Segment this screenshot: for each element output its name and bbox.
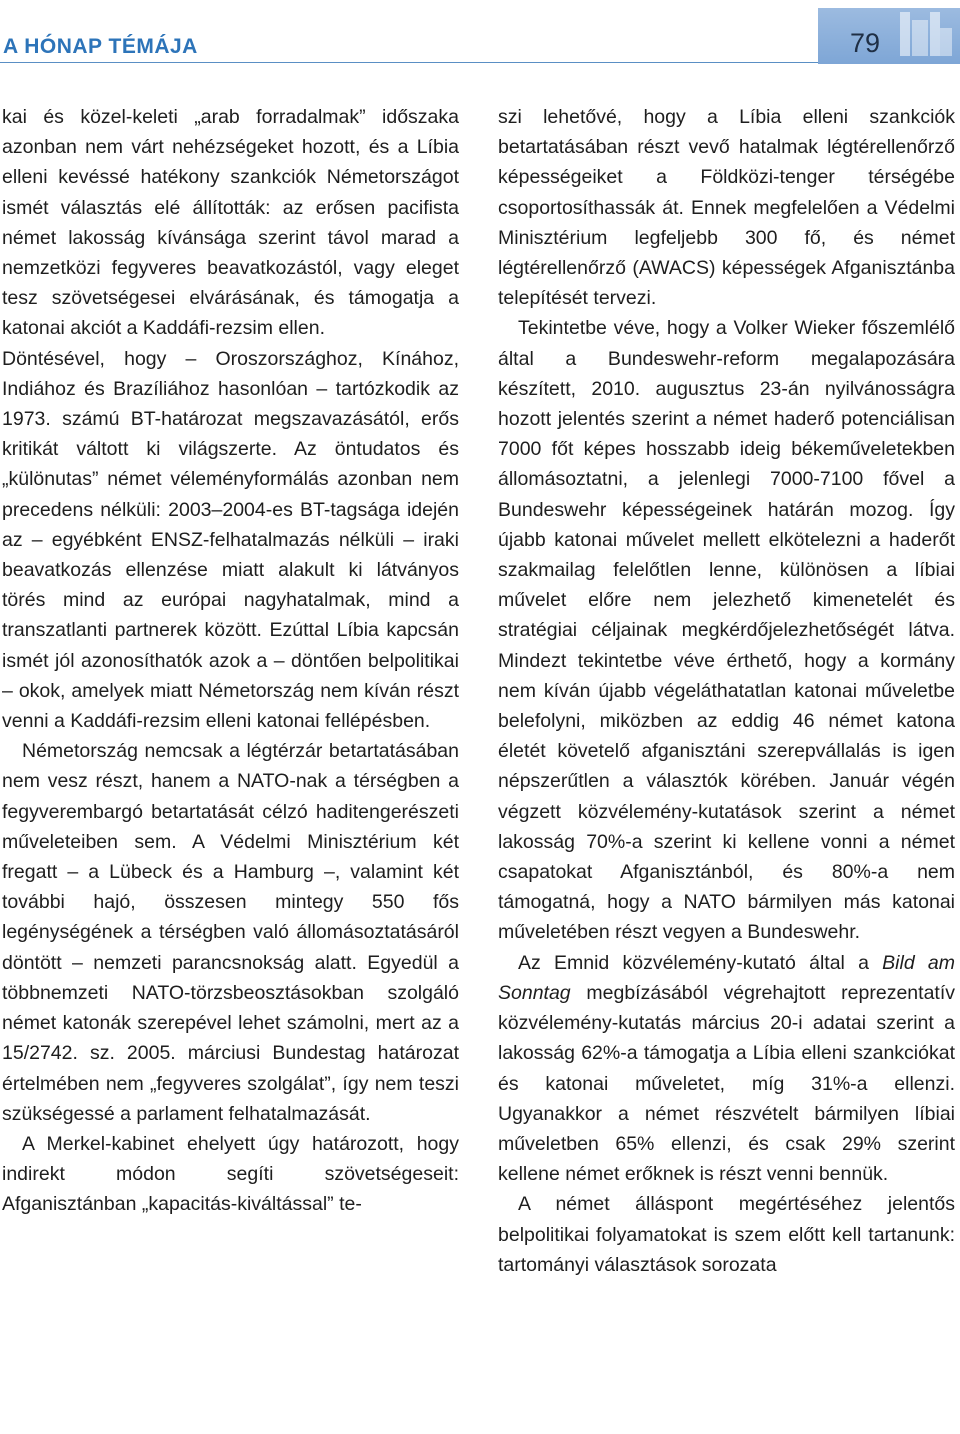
paragraph: Tekintetbe véve, hogy a Volker Wieker főszemlélő által a Bundeswehr-reform megalapozására készített, 2010. augusztus 23-án nyilvánosságra hozott jelentés szerint a német haderő potenciálisan 7000 főt képes hosszabb ideig békeműveletekben állomásoztatni, a jelenlegi 7000-7100 fővel a Bundeswehr képességeinek határán mozog. Így újabb katonai művelet mellett elkötelezni a haderőt szakmailag felelőtlen lenne, különösen a líbiai művelet előre nem jelezhető kimenetelét és stratégiai céljainak megkérdőjelezhetőségét látva. Mindezt tekintetbe véve érthető, hogy a kormány nem kíván újabb végeláthatatlan katonai műveletbe belefolyni, miközben az eddig 46 német katona életét követelő afganisztáni szerepvállalás is igen népszerűtlen a választók körében. Január végén végzett közvélemény-kutatások szerint a német lakosság 70%-a szerint ki kellene vonni a német csapatokat Afganisztánból, és 80%-a nem támogatná, hogy a NATO bármilyen más katonai műveletében részt vegyen a Bundeswehr.	[498, 317, 955, 944]
paragraph: Németország nemcsak a légtérzár betartatásában nem vesz részt, hanem a NATO-nak a térségben a fegyverembargó betartatását célzó haditengerészeti műveleteiben sem. A Védelmi Minisztérium két fregatt – a Lübeck és a Hamburg –, valamint két további hajó, összesen mintegy 550 fős legénységének a térségben való állomásoztatásáról döntött – nemzeti parancsnokság alatt. Egyedül a többnemzeti NATO-törzsbeosztásokban szolgáló német katonák szerepével lehet számolni, mert az a 15/2742. sz. 2005. márciusi Bundestag határozat értelmében nem „fegyveres szolgálat”, így nem teszi szükségessé a parlament felhatalmazását.	[2, 740, 459, 1125]
paragraph-text: Az Emnid közvélemény-kutató által a	[518, 951, 883, 974]
paragraph: A Merkel-kabinet ehelyett úgy határozott, hogy indirekt módon segíti szövetségeseit: Afganisztánban „kapacitás-kiváltással” te-	[2, 1132, 459, 1216]
page-header	[0, 0, 960, 70]
paragraph-text: megbízásából végrehajtott reprezentatív közvélemény-kutatás március 20-i adatai szerint a lakosság 62%-a támogatja a Líbia elleni szankciókat és katonai műveletet, míg 31%-a ellenzi. Ugyanakkor a német részvételt bármilyen líbiai műveletben 65% ellenzi, és csak 29% szerint kellene német erőknek is részt venni bennük.	[498, 981, 955, 1186]
paragraph: szi lehetővé, hogy a Líbia elleni szankciók betartatásában részt vevő hatalmak légtérellenőrző képességeiket a Földközi-tenger térségébe csoportosíthassák át. Ennek megfelelően a Védelmi Minisztérium legfeljebb 300 fő, és német légtérellenőrző (AWACS) képességek Afganisztánba telepítését tervezi.	[498, 106, 955, 310]
paragraph: kai és közel-keleti „arab forradalmak” időszaka azonban nem várt nehézségeket hozott, és a Líbia elleni kevéssé hatékony szankciók Németországot ismét választás elé állították: az erősen pacifista német lakosság kívánsága szerint távol marad a nemzetközi fegyveres beavatkozástól, vagy eleget tesz szövetségesei elvárásának, és támogatja a katonai akciót a Kaddáfi-rezsim ellen.	[2, 106, 459, 340]
magazine-logo-icon	[898, 10, 954, 62]
publication-title: Bild am Sonntag	[498, 951, 955, 1004]
header-rule	[0, 62, 820, 63]
section-title: A HÓNAP TÉMÁJA	[3, 35, 198, 58]
left-column	[2, 102, 459, 1220]
paragraph: Döntésével, hogy – Oroszországhoz, Kínához, Indiához és Brazíliához hasonlóan – tartózkodik az 1973. számú BT-határozat megszavazásától, erős kritikát váltott ki világszerte. Az öntudatos és „különutas” német véleményformálás azonban nem precedens nélküli: 2003–2004-es BT-tagsága idején az – egyébként ENSZ-felhatalmazás nélküli – iraki beavatkozás ellenzése miatt alakult ki látványos törés mind az európai nagyhatalmak, mind a transzatlanti partnerek között. Ezúttal Líbia kapcsán ismét jól azonosíthatók azok a – döntően belpolitikai – okok, amelyek miatt Németország nem kíván részt venni a Kaddáfi-rezsim elleni katonai fellépésben.	[2, 347, 459, 733]
paragraph	[498, 948, 955, 1190]
paragraph: A német álláspont megértéséhez jelentős belpolitikai folyamatokat is szem előtt kell tartanunk: tartományi választások sorozata	[498, 1193, 955, 1276]
right-column	[498, 102, 955, 1280]
page-number: 79	[850, 28, 881, 58]
